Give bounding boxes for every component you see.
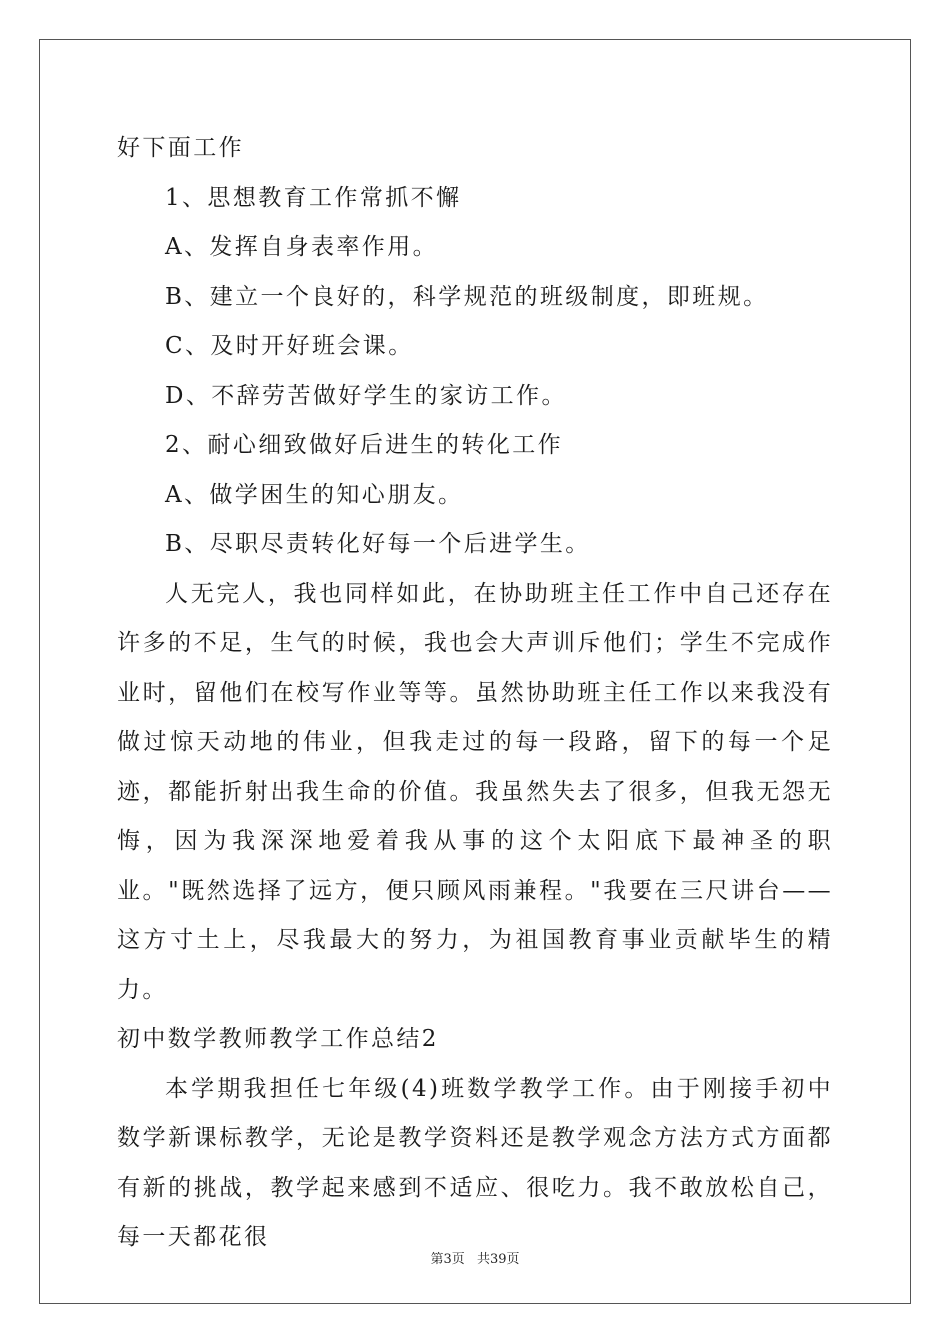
- list-item-1a: A、发挥自身表率作用。: [165, 234, 439, 260]
- document-body: [117, 124, 833, 1263]
- text-line: 好下面工作: [117, 135, 244, 161]
- page-number: 第3页: [430, 1252, 465, 1267]
- list-item-1b: B、建立一个良好的，科学规范的班级制度，即班规。: [165, 283, 769, 310]
- reflection-paragraph: 人无完人，我也同样如此，在协助班主任工作中自己还存在许多的不足，生气的时候，我也会大声训斥他们；学生不完成作业时，留他们在校写作业等等。虽然协助班主任工作以来我没有做过惊天动地的伟业，但我走过的每一段路，留下的每一个足迹，都能折射出我生命的价值。我虽然失去了很多，但我无怨无悔，因为我深深地爱着我从事的这个太阳底下最神圣的职业。"既然选择了远方，便只顾风雨兼程。"我要在三尺讲台——这方寸土上，尽我最大的努力，为祖国教育事业贡献毕生的精力。: [117, 580, 833, 1003]
- section-title: 初中数学教师教学工作总结2: [117, 1026, 439, 1052]
- list-item-2b: B、尽职尽责转化好每一个后进学生。: [165, 531, 591, 557]
- list-item-1d: D、不辞劳苦做好学生的家访工作。: [165, 382, 567, 409]
- list-item-2a: A、做学困生的知心朋友。: [165, 481, 464, 508]
- summary-paragraph: 本学期我担任七年级(4)班数学教学工作。由于刚接手初中数学新课标教学，无论是教学资料还是教学观念方法方式方面都有新的挑战，教学起来感到不适应、很吃力。我不敢放松自己，每一天都花很: [117, 1075, 833, 1250]
- list-item-1c: C、及时开好班会课。: [165, 333, 414, 359]
- page-footer: [0, 1248, 950, 1267]
- list-heading-1: 1、思想教育工作常抓不懈: [165, 184, 462, 211]
- list-heading-2: 2、耐心细致做好后进生的转化工作: [165, 432, 564, 458]
- page-total: 共39页: [476, 1252, 520, 1267]
